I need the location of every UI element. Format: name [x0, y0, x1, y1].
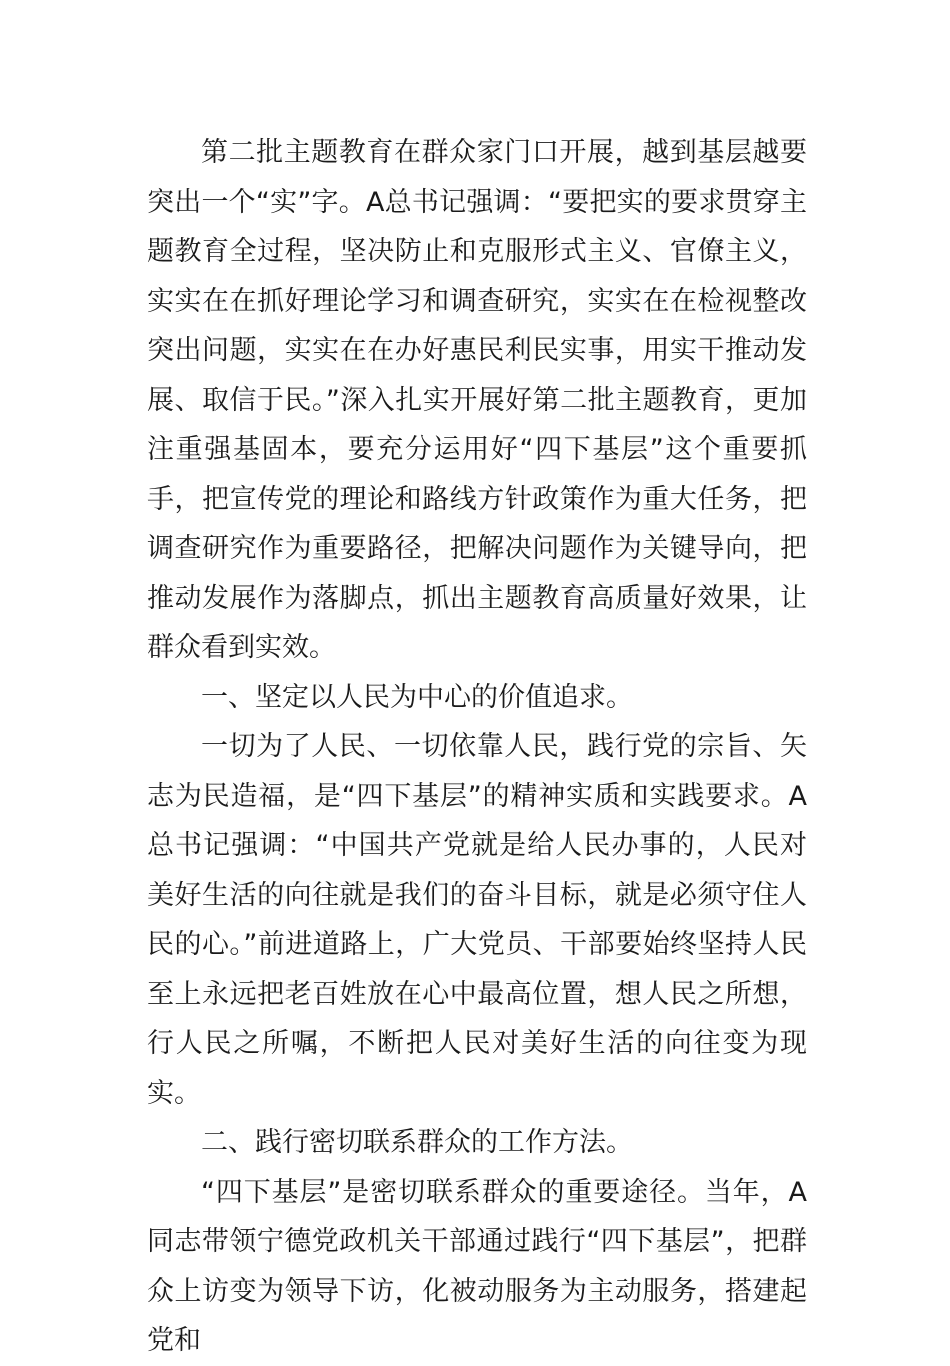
section-heading-2: 二、践行密切联系群众的工作方法。 [201, 1127, 633, 1158]
document-page [147, 128, 807, 1366]
section-1-paragraph: 一切为了人民、一切依靠人民，践行党的宗旨、矢志为民造福，是“四下基层”的精神实质和实践要求。A总书记强调：“中国共产党就是给人民办事的，人民对美好生活的向往就是我们的奋斗目标，就是必须守住人民的心。”前进道路上，广大党员、干部要始终坚持人民至上永远把老百姓放在心中最高位置，想人民之所想，行人民之所嘱，不断把人民对美好生活的向往变为现实。 [147, 731, 807, 1109]
intro-paragraph: 第二批主题教育在群众家门口开展，越到基层越要突出一个“实”字。A总书记强调：“要把实的要求贯穿主题教育全过程，坚决防止和克服形式主义、官僚主义，实实在在抓好理论学习和调查研究，实实在在检视整改突出问题，实实在在办好惠民利民实事，用实干推动发展、取信于民。”深入扎实开展好第二批主题教育，更加注重强基固本，要充分运用好“四下基层”这个重要抓手，把宣传党的理论和路线方针政策作为重大任务，把调查研究作为重要路径，把解决问题作为关键导向，把推动发展作为落脚点，抓出主题教育高质量好效果，让群众看到实效。 [147, 137, 807, 663]
section-heading-1: 一、坚定以人民为中心的价值追求。 [201, 681, 633, 713]
section-2-paragraph: “四下基层”是密切联系群众的重要途径。当年，A同志带领宁德党政机关干部通过践行“四下基层”，把群众上访变为领导下访，化被动服务为主动服务，搭建起党和 [147, 1176, 807, 1356]
